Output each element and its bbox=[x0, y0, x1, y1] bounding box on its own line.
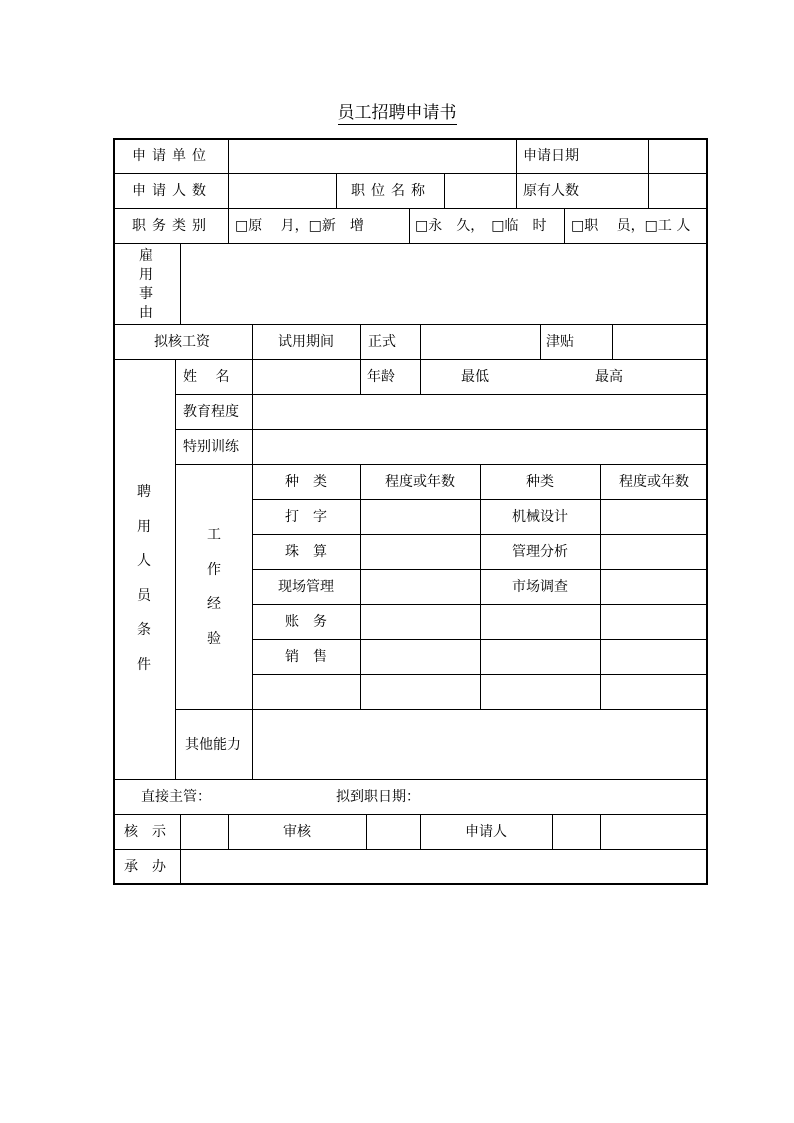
hiring-reason-label: 雇用事由 bbox=[139, 248, 153, 321]
col-line bbox=[180, 243, 181, 324]
exp-item-sales: 销 售 bbox=[285, 649, 327, 665]
exp-item-typing: 打 字 bbox=[285, 509, 327, 525]
col-line bbox=[420, 359, 421, 394]
col-line bbox=[420, 324, 421, 359]
col-line bbox=[228, 814, 229, 849]
direct-supervisor-label: 直接主管： bbox=[141, 789, 211, 805]
col-line bbox=[600, 464, 601, 709]
col-line bbox=[648, 138, 649, 208]
row-line bbox=[175, 429, 708, 430]
col-line bbox=[228, 138, 229, 208]
exp-item-management-analysis: 管理分析 bbox=[512, 544, 568, 560]
exp-item-abacus: 珠 算 bbox=[285, 544, 327, 560]
education-label: 教育程度 bbox=[183, 404, 239, 420]
row-line bbox=[113, 849, 708, 850]
job-category-label: 职务类别 bbox=[132, 218, 212, 234]
col-line bbox=[552, 814, 553, 849]
exp-item-accounting: 账 务 bbox=[285, 614, 327, 630]
row-line bbox=[113, 814, 708, 815]
age-label: 年龄 bbox=[367, 369, 395, 385]
col-line bbox=[360, 324, 361, 359]
col-line bbox=[600, 814, 601, 849]
approval-label: 核 示 bbox=[124, 824, 166, 840]
position-name-label: 职位名称 bbox=[351, 183, 431, 199]
probation-period-label: 试用期间 bbox=[278, 334, 334, 350]
col-line bbox=[252, 324, 253, 359]
row-line bbox=[113, 208, 708, 209]
exp-item-market-research: 市场调查 bbox=[512, 579, 568, 595]
col-line bbox=[252, 464, 253, 779]
col-line bbox=[360, 359, 361, 394]
expected-start-date-label: 拟到职日期： bbox=[336, 789, 420, 805]
row-line bbox=[113, 324, 708, 325]
col-line bbox=[612, 324, 613, 359]
exp-item-site-management: 现场管理 bbox=[278, 579, 334, 595]
col-line bbox=[420, 814, 421, 849]
col-line bbox=[409, 208, 410, 243]
allowance-label: 津贴 bbox=[546, 334, 574, 350]
job-category-option-original-new: □原 月，□新 增 bbox=[235, 218, 364, 234]
page-title: 员工招聘申请书 bbox=[337, 103, 457, 123]
exp-header-type: 种 类 bbox=[285, 474, 327, 490]
col-line bbox=[360, 464, 361, 709]
col-line bbox=[228, 208, 229, 243]
special-training-label: 特别训练 bbox=[183, 439, 239, 455]
exp-header-degree: 程度或年数 bbox=[619, 474, 689, 490]
row-line bbox=[113, 359, 708, 360]
proposed-salary-label: 拟核工资 bbox=[154, 334, 210, 350]
col-line bbox=[480, 464, 481, 709]
formal-label: 正式 bbox=[368, 334, 396, 350]
row-line bbox=[113, 243, 708, 244]
exp-header-degree: 程度或年数 bbox=[385, 474, 455, 490]
col-line bbox=[516, 138, 517, 208]
applicant-count-label: 申请人数 bbox=[132, 183, 212, 199]
row-line bbox=[113, 779, 708, 780]
col-line bbox=[540, 324, 541, 359]
col-line bbox=[366, 814, 367, 849]
job-category-option-permanent-temporary: □永 久， □临 时 bbox=[415, 218, 547, 234]
applying-unit-label: 申请单位 bbox=[132, 148, 212, 164]
col-line bbox=[180, 814, 181, 885]
applicant-label: 申请人 bbox=[465, 824, 507, 840]
row-line bbox=[175, 394, 708, 395]
col-line bbox=[444, 173, 445, 208]
col-line bbox=[336, 173, 337, 208]
col-line bbox=[175, 359, 176, 779]
application-date-label: 申请日期 bbox=[523, 148, 579, 164]
exp-item-mechanical-design: 机械设计 bbox=[512, 509, 568, 525]
hiring-conditions-label: 聘用人员条件 bbox=[137, 484, 151, 673]
row-line bbox=[175, 709, 708, 710]
name-label: 姓 名 bbox=[183, 369, 230, 385]
other-abilities-label: 其他能力 bbox=[185, 737, 241, 753]
work-experience-label: 工作经验 bbox=[207, 527, 221, 647]
age-min-label: 最低 bbox=[461, 369, 489, 385]
col-line bbox=[252, 359, 253, 464]
col-line bbox=[564, 208, 565, 243]
existing-count-label: 原有人数 bbox=[523, 183, 579, 199]
row-line bbox=[113, 173, 708, 174]
application-form-table bbox=[113, 138, 708, 885]
exp-header-type: 种类 bbox=[526, 474, 554, 490]
row-line bbox=[175, 464, 708, 465]
job-category-option-staff-worker: □职 员，□工 人 bbox=[571, 218, 691, 234]
review-label: 审核 bbox=[283, 824, 311, 840]
age-max-label: 最高 bbox=[595, 369, 623, 385]
handler-label: 承 办 bbox=[124, 859, 166, 875]
